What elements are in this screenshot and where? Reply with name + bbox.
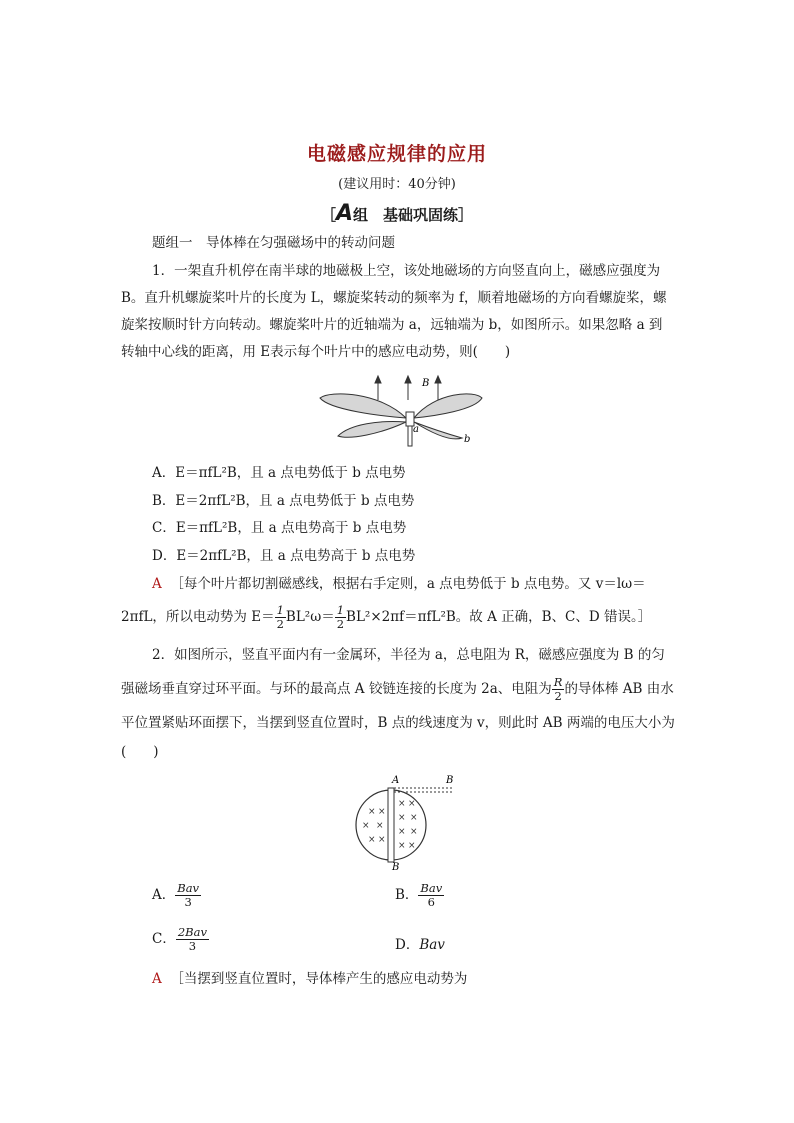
q2-option-c: C． $\frac{\text{2Bav}}{3}$	[152, 925, 207, 953]
svg-text:×: ×	[362, 821, 370, 831]
q1-answer: A	[152, 576, 162, 592]
q2-option-b: B． $\frac{\text{Bav}}{6}$	[395, 881, 443, 909]
svg-text:×: ×	[368, 807, 376, 817]
fig1-label-B: B	[422, 378, 430, 389]
fraction-half-2: $\frac{1}{2}$	[336, 603, 345, 631]
svg-text:×: ×	[410, 813, 418, 823]
svg-text:×: ×	[408, 841, 416, 851]
q2-option-d: D．Bav	[395, 937, 445, 953]
propeller-figure	[310, 372, 490, 452]
q1-explanation-2: 2πfL，所以电动势为 E＝ $\frac{1}{2}$ BL²ω＝ $\frac{1}{2}$ BL²×2πf＝πfL²B。故 A 正确，B、C、D 错误。］	[121, 603, 652, 631]
q2-option-a: A． $\frac{\text{Bav}}{3}$	[152, 881, 200, 909]
page-title: 电磁感应规律的应用	[306, 143, 487, 165]
q2-line-1: 2．如图所示，竖直平面内有一金属环，半径为 a，总电阻为 R，磁感应强度为 B 的匀	[152, 647, 665, 663]
fig2-label-b-top: B	[446, 775, 454, 786]
group-bracket-open: ［	[320, 206, 336, 224]
svg-text:×: ×	[378, 807, 386, 817]
q2-line-4: ( )	[121, 744, 159, 760]
svg-text:×: ×	[398, 841, 406, 851]
q1-line-3: 旋桨按顺时针方向转动。螺旋桨叶片的近轴端为 a，远轴端为 b，如图所示。如果忽略 a 到	[121, 317, 663, 333]
q2-line-2: 强磁场垂直穿过环平面。与环的最高点 A 铰链连接的长度为 2a、电阻为 $\frac{R}{2}$ 的导体棒 AB 由水	[121, 675, 674, 703]
q2-explanation: A ［当摆到竖直位置时，导体棒产生的感应电动势为	[152, 971, 468, 987]
q1-option-c: C．E＝πfL²B，且 a 点电势高于 b 点电势	[152, 520, 407, 536]
fig2-label-a: A	[392, 775, 400, 786]
q1-option-a: A．E＝πfL²B，且 a 点电势低于 b 点电势	[152, 465, 406, 481]
q1-line-1: 1．一架直升机停在南半球的地磁极上空，该处地磁场的方向竖直向上，磁感应强度为	[152, 263, 661, 279]
svg-text:×: ×	[410, 827, 418, 837]
q2-answer: A	[152, 971, 162, 987]
fig1-label-b: b	[464, 434, 471, 445]
fraction-half-1: $\frac{1}{2}$	[276, 603, 284, 631]
group-label: 组 基础巩固练	[353, 206, 459, 224]
section-heading: 题组一 导体棒在匀强磁场中的转动问题	[152, 235, 395, 251]
svg-text:×: ×	[408, 799, 416, 809]
q1-line-2: B。直升机螺旋桨叶片的长度为 L，螺旋桨转动的频率为 f，顺着地磁场的方向看螺旋桨，螺	[121, 290, 667, 306]
q1-option-d: D．E＝2πfL²B，且 a 点电势高于 b 点电势	[152, 548, 416, 564]
q1-line-4: 转轴中心线的距离，用 E表示每个叶片中的感应电动势，则( )	[121, 344, 511, 360]
group-letter: A	[335, 201, 353, 226]
svg-text:×: ×	[398, 827, 406, 837]
ring-figure	[346, 770, 466, 870]
q1-explanation-1: A ［每个叶片都切割磁感线，根据右手定则，a 点电势低于 b 点电势。又 v＝lω＝	[152, 576, 646, 592]
suggested-time: (建议用时：40分钟)	[338, 177, 456, 192]
fig1-label-a: a	[413, 424, 419, 435]
svg-text:×: ×	[368, 835, 376, 845]
group-heading	[0, 201, 794, 226]
svg-text:×: ×	[398, 813, 406, 823]
svg-text:×: ×	[398, 799, 406, 809]
fig2-label-b-bottom: B	[392, 862, 400, 870]
fraction-r-half: $\frac{R}{2}$	[553, 675, 563, 703]
q2-line-3: 平位置紧贴环面摆下，当摆到竖直位置时，B 点的线速度为 v，则此时 AB 两端的电压大小为	[121, 715, 675, 731]
svg-text:×: ×	[376, 821, 384, 831]
svg-text:×: ×	[378, 835, 386, 845]
q1-option-b: B．E＝2πfL²B，且 a 点电势低于 b 点电势	[152, 493, 415, 509]
group-bracket-close: ］	[458, 206, 474, 224]
